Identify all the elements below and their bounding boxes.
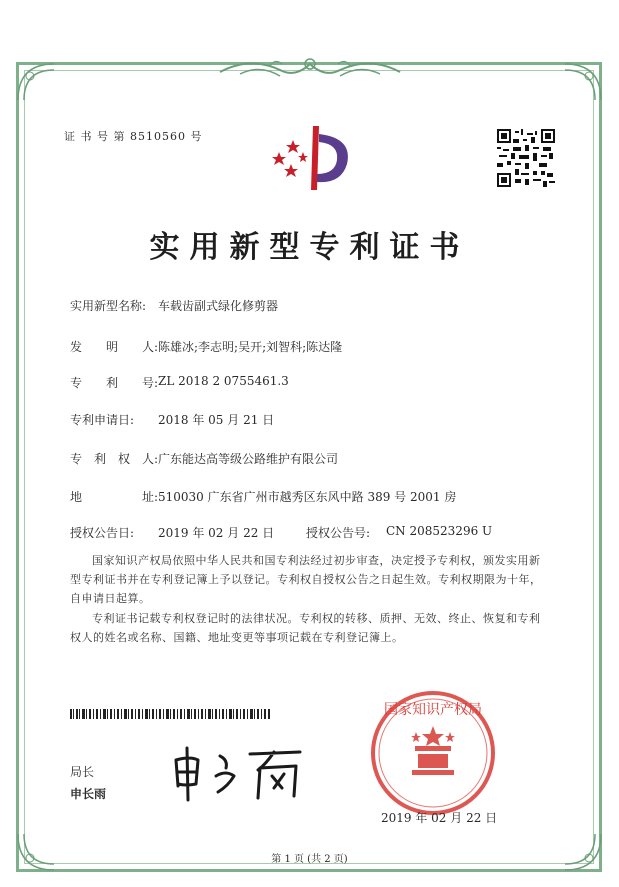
certificate-number: 证 书 号 第 8510560 号 (64, 130, 203, 143)
field-inventor-label: 发 明 人: (70, 340, 159, 354)
page-number: 第 1 页 (共 2 页) (271, 854, 348, 865)
field-patent-no-value: ZL 2018 2 0755461.3 (158, 374, 289, 388)
field-filing-date-value: 2018 年 05 月 21 日 (158, 413, 275, 427)
corner-ornament-icon (561, 60, 605, 104)
statement-paragraph: 专利证书记载专利权登记时的法律状况。专利权的转移、质押、无效、终止、恢复和专利权人的姓名或名称、国籍、地址变更等事项记载在专利登记簿上。 (70, 612, 541, 644)
grant-date-value: 2019 年 02 月 22 日 (158, 526, 275, 540)
field-patentee-label: 专 利 权 人: (70, 452, 159, 466)
seal-date: 2019 年 02 月 22 日 (381, 811, 498, 825)
field-name-label: 实用新型名称: (70, 299, 147, 313)
barcode-icon (70, 709, 270, 719)
field-address-value: 510030 广东省广州市越秀区东风中路 389 号 2001 房 (158, 490, 457, 504)
qr-code-icon (497, 129, 555, 187)
field-inventor-value: 陈雄冰;李志明;吴开;刘智科;陈达隆 (158, 340, 343, 354)
signatory-name: 申长雨 (70, 787, 107, 801)
field-patentee-value: 广东能达高等级公路维护有限公司 (158, 452, 339, 466)
statement-paragraph: 国家知识产权局依照中华人民共和国专利法经过初步审查，决定授予专利权，颁发实用新型专利证书并在专利登记簿上予以登记。专利权自授权公告之日起生效。专利权期限为十年，自申请日起算。 (70, 554, 542, 605)
certificate-title: 实用新型专利证书 (149, 230, 470, 265)
field-filing-date-label: 专利申请日: (70, 413, 135, 427)
grant-date-label: 授权公告日: (70, 526, 135, 540)
field-name-value: 车载齿副式绿化修剪器 (158, 299, 279, 313)
cnipa-logo-icon (267, 122, 357, 194)
field-address-label: 地 址: (70, 490, 159, 504)
grant-number-value: CN 208523296 U (386, 524, 493, 538)
official-seal-icon (368, 688, 498, 818)
grant-number-label: 授权公告号: (306, 526, 371, 540)
seal-text: 国家知识产权局 (384, 702, 482, 718)
field-patent-no-label: 专 利 号: (70, 376, 159, 390)
top-ornament-icon (210, 54, 410, 82)
signatory-title: 局长 (70, 765, 95, 779)
handwritten-signature-icon (168, 742, 318, 804)
corner-ornament-icon (14, 60, 58, 104)
